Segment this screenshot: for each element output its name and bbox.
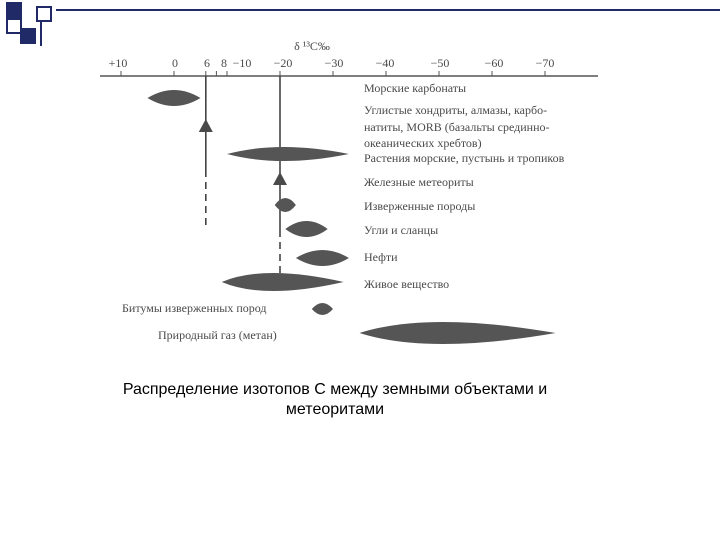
x-tick-label: 8 xyxy=(221,56,227,70)
series-label: Живое вещество xyxy=(364,277,450,291)
range-shape xyxy=(296,250,349,266)
x-tick-label: +10 xyxy=(108,56,128,70)
triangle-marker xyxy=(273,172,287,185)
series-label: натиты, MORB (базальты срединно- xyxy=(364,120,550,134)
series-label: Нефти xyxy=(364,250,398,264)
range-shape xyxy=(312,303,333,315)
x-tick-label: −10 xyxy=(232,56,252,70)
series-label: Углистые хондриты, алмазы, карбо- xyxy=(364,103,548,117)
slide-caption xyxy=(40,380,630,420)
range-shape xyxy=(227,147,349,161)
series-label: океанических хребтов) xyxy=(364,136,482,150)
x-tick-label: −50 xyxy=(430,56,450,70)
x-tick-label: 0 xyxy=(172,56,178,70)
series-label: Железные метеориты xyxy=(364,175,474,189)
x-tick-label: −20 xyxy=(273,56,293,70)
range-shape xyxy=(360,322,556,344)
x-tick-label: −30 xyxy=(324,56,344,70)
series-label: Природный газ (метан) xyxy=(158,328,277,342)
x-tick-label: −40 xyxy=(375,56,395,70)
x-tick-label: 6 xyxy=(204,56,210,70)
caption-line-2: метеоритами xyxy=(285,401,385,418)
x-tick-label: −70 xyxy=(535,56,555,70)
triangle-marker xyxy=(199,119,213,132)
range-shape xyxy=(275,198,296,212)
caption-line-1: Распределение изотопов C между земными объектами и xyxy=(122,381,548,398)
series-label: Угли и сланцы xyxy=(364,223,439,237)
axis-title: δ ¹³C‰ xyxy=(294,39,330,53)
x-tick-label: −60 xyxy=(484,56,504,70)
range-shape xyxy=(148,90,201,106)
series-label: Морские карбонаты xyxy=(364,81,467,95)
series-label: Битумы изверженных пород xyxy=(122,301,267,315)
series-label: Изверженные породы xyxy=(364,199,476,213)
range-shape xyxy=(285,221,327,237)
range-shape xyxy=(222,273,344,291)
series-label: Растения морские, пустынь и тропиков xyxy=(364,151,565,165)
